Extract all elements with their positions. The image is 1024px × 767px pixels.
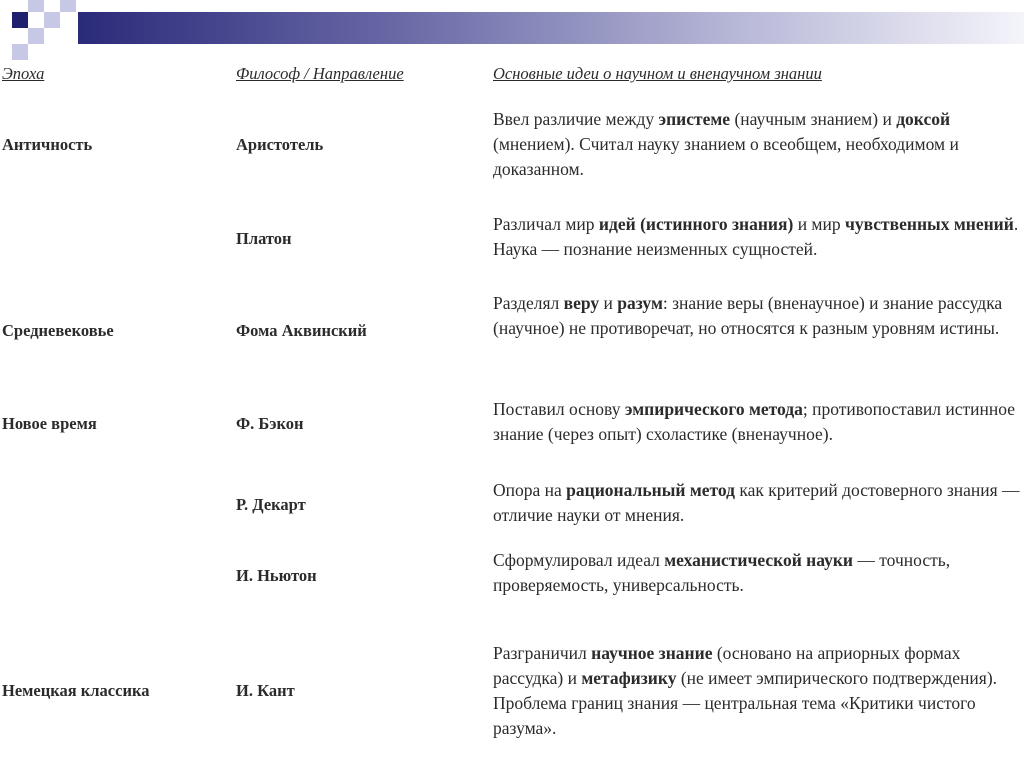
idea-text: и мир xyxy=(793,214,845,234)
decor-square xyxy=(44,12,60,28)
idea-text: ; противопоставил истинное знание (через опыт) схоластике (вненаучное). xyxy=(493,399,1015,444)
decor-square xyxy=(12,12,28,28)
row-idea xyxy=(493,641,1023,741)
idea-term: метафизику xyxy=(581,668,677,688)
idea-text: (научным знанием) и xyxy=(730,109,897,129)
row-philosopher: Фома Аквинский xyxy=(236,321,367,340)
idea-term: идей (истинного знания) xyxy=(598,214,794,234)
title-bar xyxy=(78,12,1024,44)
decor-square xyxy=(60,0,76,12)
idea-term: научное знание xyxy=(591,643,713,663)
decor-square xyxy=(28,28,44,44)
header-philosopher: Философ / Направление xyxy=(236,64,404,83)
row-era: Античность xyxy=(2,135,93,154)
idea-text: (основано на априорных формах рассудка) и xyxy=(493,643,961,688)
header-decoration xyxy=(0,0,1024,60)
idea-text: Опора на xyxy=(493,480,567,500)
row-era: Новое время xyxy=(2,414,97,433)
idea-text: Поставил основу xyxy=(493,399,625,419)
idea-term: веру xyxy=(563,293,600,313)
row-philosopher: Ф. Бэкон xyxy=(236,414,304,433)
row-era: Немецкая классика xyxy=(2,681,150,700)
idea-term: доксой xyxy=(896,109,951,129)
idea-term: эмпирического метода xyxy=(624,399,803,419)
idea-text: (не имеет эмпирического подтверждения). Проблема границ знания — центральная тема «Критики чистого разума». xyxy=(493,668,998,738)
idea-text: : знание веры (вненаучное) и знание рассудка (научное) не противоречат, но относятся к разным уровням истины. xyxy=(493,293,1003,338)
row-era: Средневековье xyxy=(2,321,114,340)
header-ideas: Основные идеи о научном и вненаучном знании xyxy=(493,64,822,83)
idea-term: механистической науки xyxy=(664,550,854,570)
row-philosopher: И. Кант xyxy=(236,681,295,700)
decor-square xyxy=(12,44,28,60)
header-era: Эпоха xyxy=(2,64,45,83)
idea-text: как критерий достоверного знания — отличие науки от мнения. xyxy=(493,480,1020,525)
idea-term: разум xyxy=(617,293,663,313)
row-idea xyxy=(493,107,1023,182)
row-philosopher: И. Ньютон xyxy=(236,566,317,585)
idea-text: и xyxy=(599,293,618,313)
row-idea xyxy=(493,212,1023,262)
decor-square xyxy=(28,0,44,12)
idea-term: чувственных мнений xyxy=(845,214,1014,234)
idea-term: эпистеме xyxy=(658,109,731,129)
idea-text: Разграничил xyxy=(493,643,592,663)
row-idea xyxy=(493,397,1023,447)
row-philosopher: Аристотель xyxy=(236,135,324,154)
row-idea xyxy=(493,478,1023,528)
idea-text: Ввел различие между xyxy=(493,109,659,129)
idea-text: . Наука — познание неизменных сущностей. xyxy=(493,214,1019,259)
idea-term: рациональный метод xyxy=(566,480,735,500)
row-idea xyxy=(493,548,1023,598)
idea-text: (мнением). Считал науку знанием о всеобщем, необходимом и доказанном. xyxy=(493,134,959,179)
idea-text: Различал мир xyxy=(493,214,599,234)
idea-text: — точность, проверяемость, универсальность. xyxy=(493,550,951,595)
row-idea xyxy=(493,291,1023,341)
idea-text: Сформулировал идеал xyxy=(493,550,665,570)
idea-text: Разделял xyxy=(493,293,564,313)
row-philosopher: Р. Декарт xyxy=(236,495,306,514)
row-philosopher: Платон xyxy=(236,229,292,248)
